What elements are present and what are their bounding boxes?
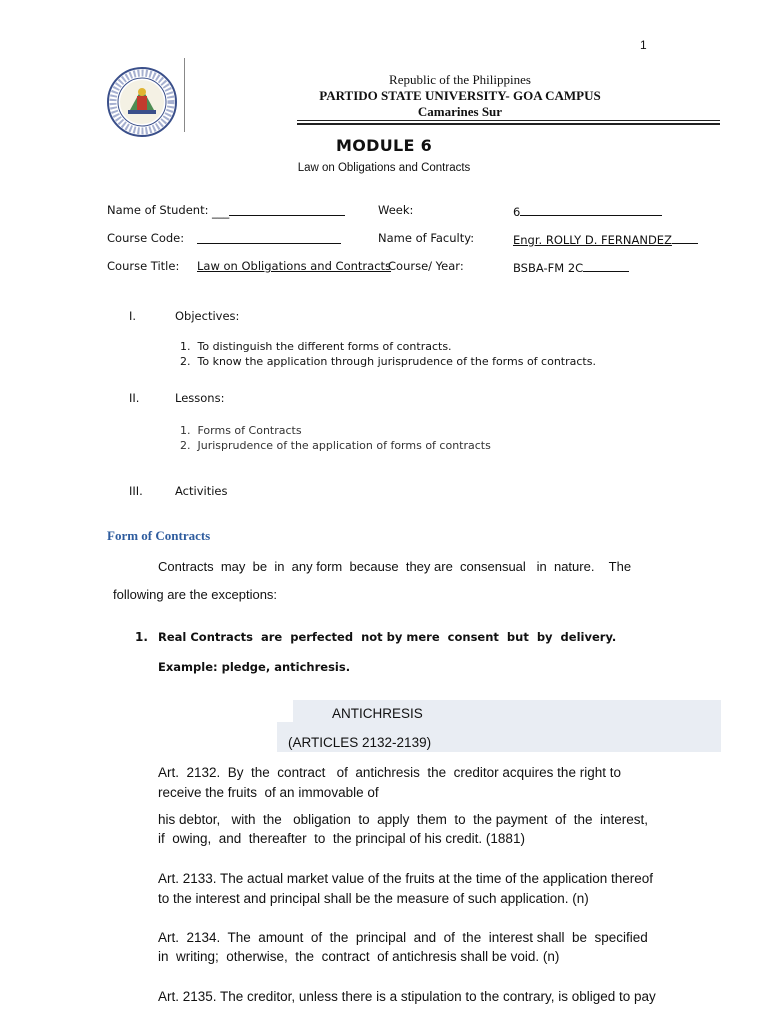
exception-example: Example: pledge, antichresis. (158, 660, 351, 674)
article-2133-line: to the interest and principal shall be the measure of such application. (n) (158, 891, 589, 906)
header-republic: Republic of the Philippines (389, 72, 531, 87)
intro-paragraph-line: Contracts may be in any form because they are consensual in nature. The (158, 559, 632, 574)
student-name-label: Name of Student: (107, 203, 209, 217)
course-title-value: Law on Obligations and Contracts (197, 259, 392, 273)
course-year-field[interactable] (513, 259, 629, 275)
module-title: MODULE 6 (335, 136, 433, 155)
antichresis-title: ANTICHRESIS (332, 706, 423, 721)
lesson-item: 1. Forms of Contracts (180, 424, 302, 437)
intro-paragraph-line: following are the exceptions: (113, 587, 278, 602)
activities-heading: Activities (175, 484, 228, 498)
objectives-numeral: I. (129, 309, 137, 323)
faculty-value: Engr. ROLLY D. FERNANDEZ (513, 233, 672, 247)
lessons-numeral: II. (129, 391, 140, 405)
article-2135-line: Art. 2135. The creditor, unless there is a stipulation to the contrary, is obliged to pay (158, 989, 656, 1004)
header-rule (297, 120, 720, 121)
article-2132-line: his debtor, with the obligation to apply them to the payment of the interest, (158, 812, 649, 827)
week-value: 6 (513, 205, 521, 219)
module-subtitle: Law on Obligations and Contracts (297, 162, 471, 174)
student-name-value: ___ (212, 205, 230, 219)
objective-item: 2. To know the application through jurisprudence of the forms of contracts. (180, 355, 596, 368)
exception-text: Real Contracts are perfected not by mere consent but by delivery. (158, 630, 617, 644)
shading-notch (277, 700, 293, 722)
article-2132-line: Art. 2132. By the contract of antichresis the creditor acquires the right to (158, 765, 621, 780)
header-province: Camarines Sur (417, 104, 503, 119)
course-year-label: Course/ Year: (388, 259, 464, 273)
form-of-contracts-heading: Form of Contracts (107, 528, 211, 543)
course-title-label: Course Title: (107, 259, 180, 273)
objective-item: 1. To distinguish the different forms of contracts. (180, 340, 452, 353)
exception-number: 1. (135, 630, 148, 644)
lesson-item: 2. Jurisprudence of the application of forms of contracts (180, 439, 491, 452)
header-university: PARTIDO STATE UNIVERSITY- GOA CAMPUS (319, 88, 601, 103)
course-code-field[interactable] (197, 231, 341, 247)
article-2133-line: Art. 2133. The actual market value of the fruits at the time of the application thereof (158, 871, 654, 886)
antichresis-articles-range: (ARTICLES 2132-2139) (288, 735, 432, 750)
article-2132-line: receive the fruits of an immovable of (158, 785, 379, 800)
week-field[interactable] (513, 203, 662, 219)
course-code-label: Course Code: (107, 231, 185, 245)
faculty-field[interactable] (513, 231, 698, 247)
header-rule-thick (297, 123, 720, 125)
article-2134-line: Art. 2134. The amount of the principal and of the interest shall be specified (158, 930, 648, 945)
objectives-heading: Objectives: (175, 309, 240, 323)
lessons-heading: Lessons: (175, 391, 225, 405)
faculty-label: Name of Faculty: (378, 231, 475, 245)
page-number: 1 (640, 38, 647, 52)
course-year-value: BSBA-FM 2C (513, 261, 584, 275)
activities-numeral: III. (129, 484, 143, 498)
article-2134-line: in writing; otherwise, the contract of antichresis shall be void. (n) (158, 949, 560, 964)
week-label: Week: (378, 203, 414, 217)
article-2132-line: if owing, and thereafter to the principal of his credit. (1881) (158, 831, 525, 846)
student-name-field[interactable] (212, 203, 345, 219)
